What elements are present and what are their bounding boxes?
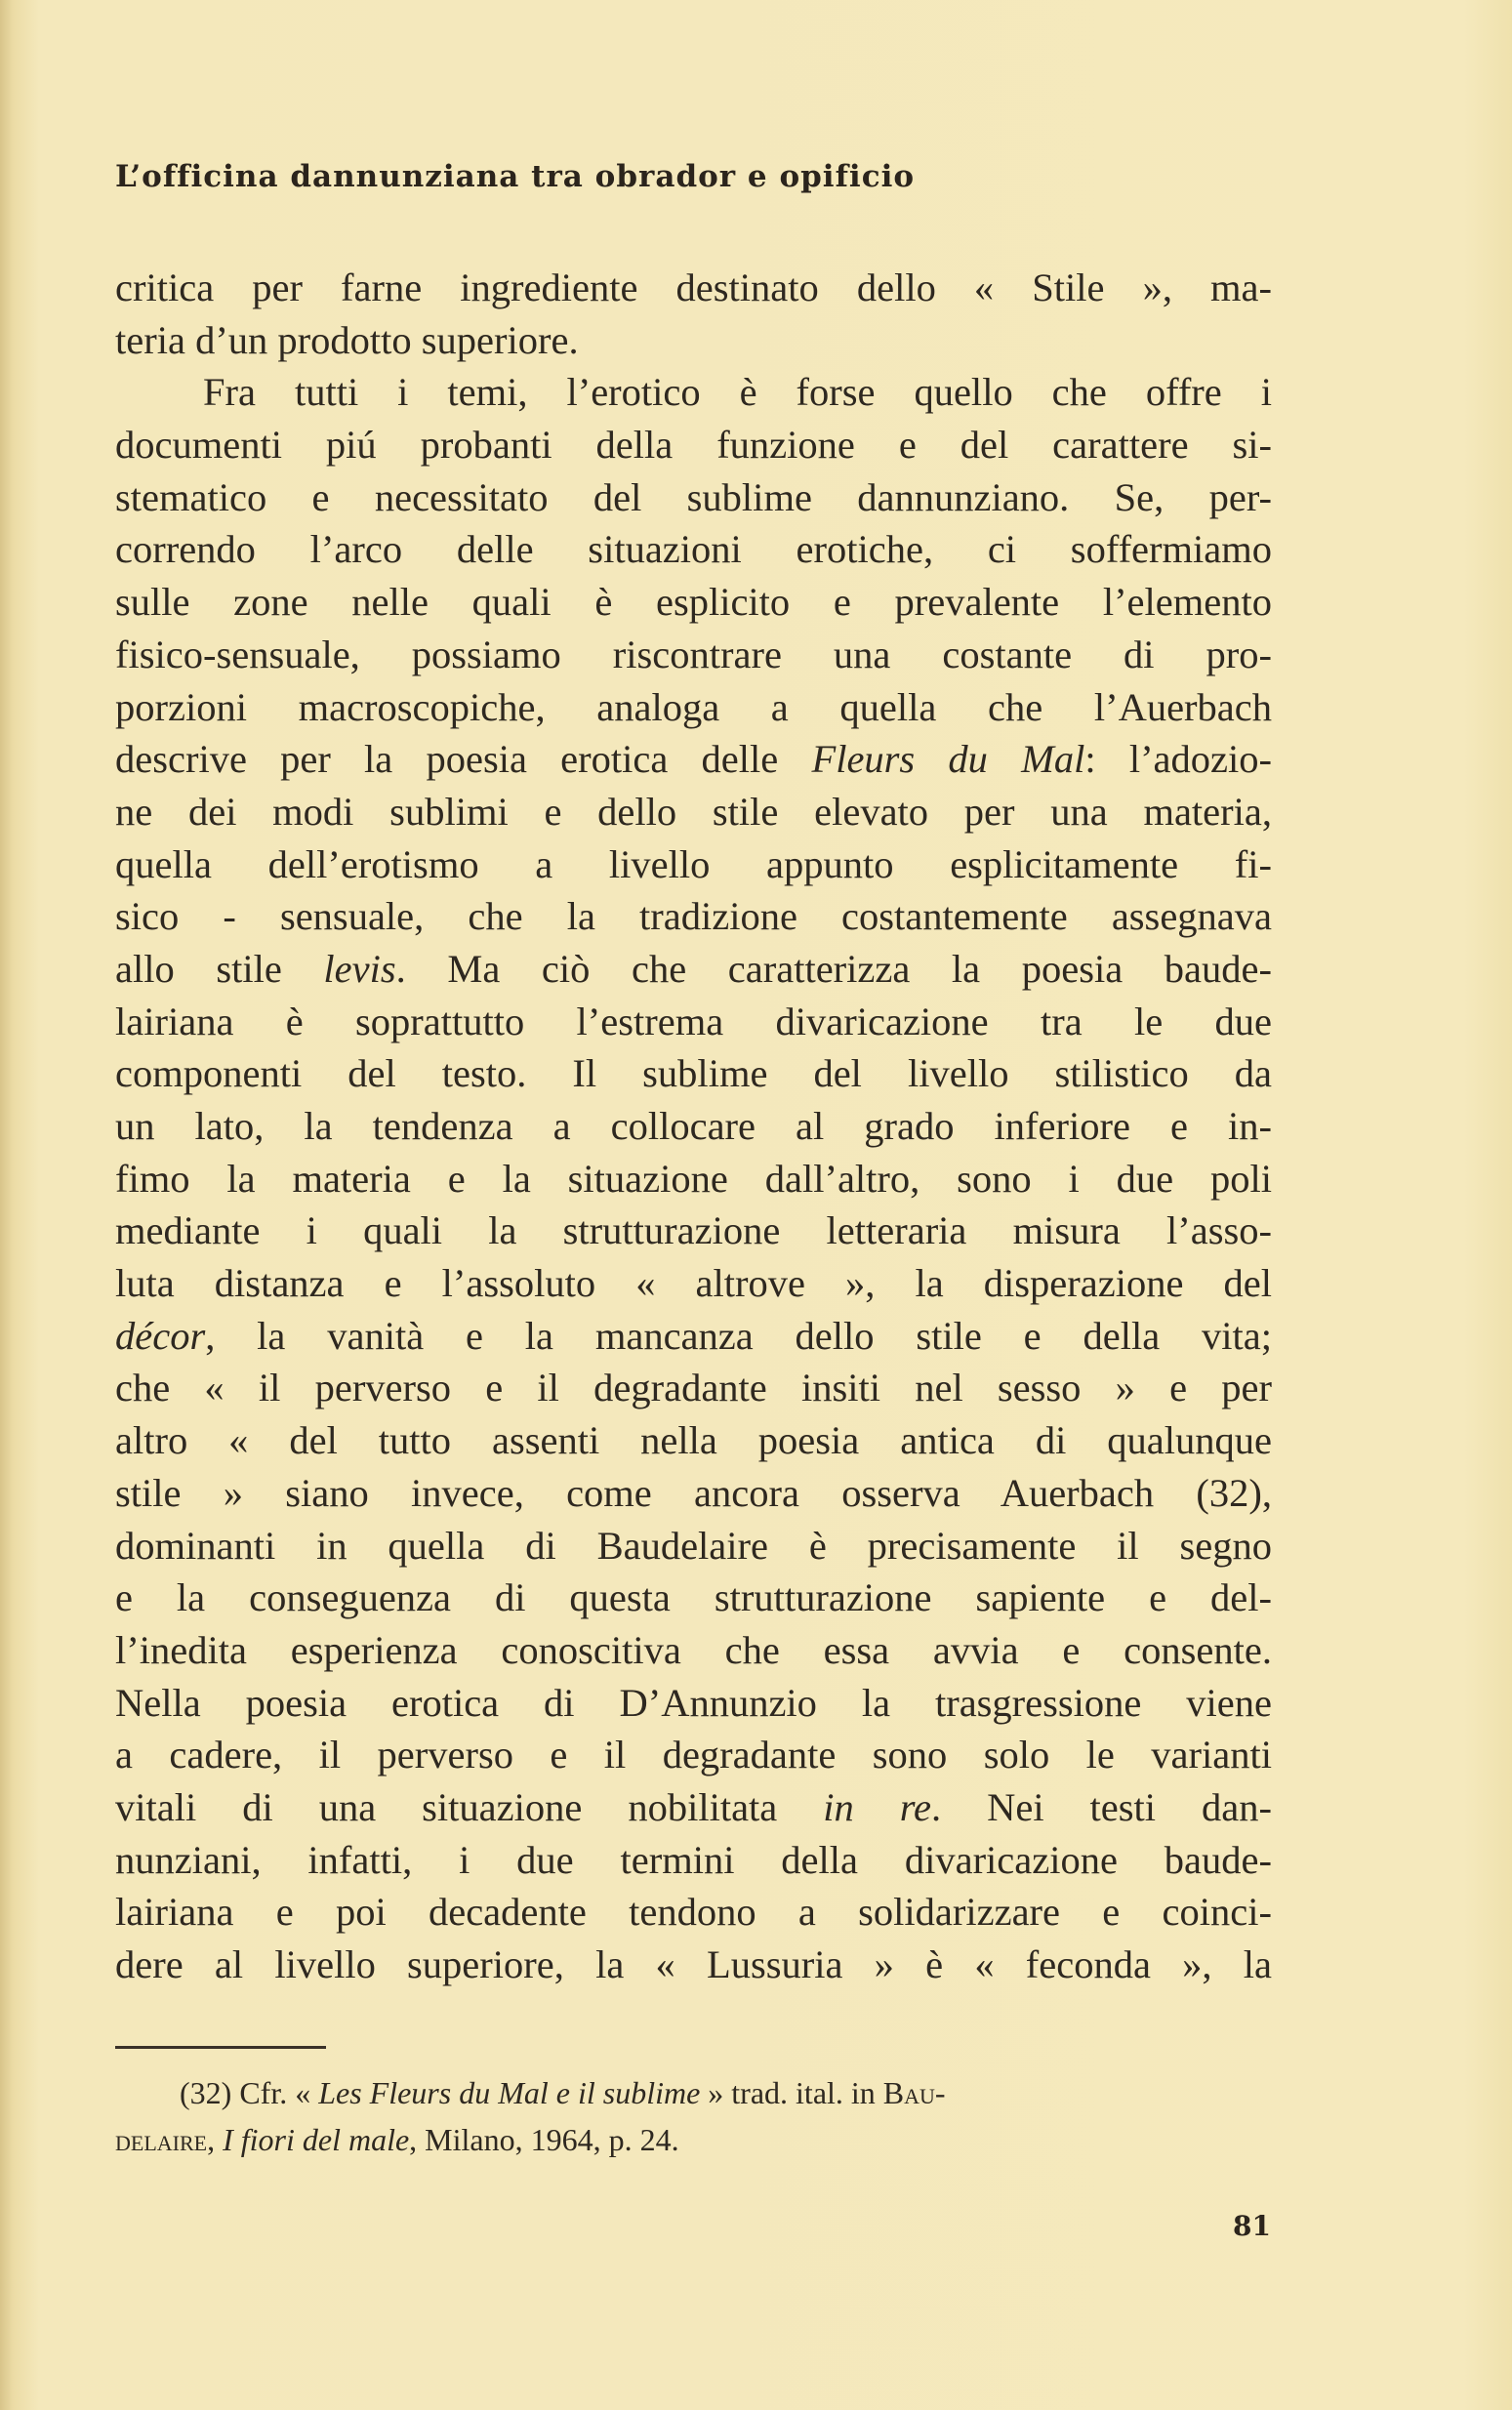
text-line: Nella poesia erotica di D’Annunzio la trasgressione viene <box>115 1680 1272 1725</box>
text-line: nunziani, infatti, i due termini della divaricazione baude- <box>115 1837 1272 1882</box>
footnote-author: delaire <box>115 2122 208 2157</box>
text-line: dere al livello superiore, la « Lussuria » è « feconda », la <box>115 1942 1272 1986</box>
text-line: componenti del testo. Il sublime del livello stilistico da <box>115 1051 1272 1096</box>
text-segment: vitali di una situazione nobilitata <box>115 1784 824 1829</box>
text-line: e la conseguenza di questa strutturazione sapiente e del- <box>115 1575 1272 1620</box>
text-line: fimo la materia e la situazione dall’altro, sono i due poli <box>115 1156 1272 1201</box>
text-line: un lato, la tendenza a collocare al grado inferiore e in- <box>115 1104 1272 1148</box>
text-line: a cadere, il perverso e il degradante sono solo le varianti <box>115 1733 1272 1777</box>
text-segment: allo stile <box>115 946 324 991</box>
text-line <box>115 943 1272 996</box>
text-line: porzioni macroscopiche, analoga a quella che l’Auerbach <box>115 684 1272 729</box>
text-line: critica per farne ingrediente destinato dello « Stile », ma- <box>115 266 1272 309</box>
footnote-line <box>115 2069 1272 2116</box>
footnote-title: Les Fleurs du Mal e il sublime <box>318 2075 701 2110</box>
text-line: sulle zone nelle quali è esplicito e prevalente l’elemento <box>115 580 1272 625</box>
text-segment: . Nei testi dan- <box>931 1784 1272 1829</box>
text-line: dominanti in quella di Baudelaire è precisamente il segno <box>115 1523 1272 1568</box>
text-line: stile » siano invece, come ancora osserva Auerbach (32), <box>115 1470 1272 1515</box>
italic-term: décor <box>115 1313 206 1358</box>
footnote-separator <box>115 2046 326 2049</box>
text-line <box>115 1310 1272 1363</box>
text-line: lairiana è soprattutto l’estrema divaricazione tra le due <box>115 999 1272 1043</box>
text-line: Fra tutti i temi, l’erotico è forse quello che offre i <box>203 370 1272 415</box>
text-segment: , la vanità e la mancanza dello stile e della vita; <box>205 1313 1272 1358</box>
text-line: fisico-sensuale, possiamo riscontrare una costante di pro- <box>115 632 1272 676</box>
text-line: documenti piú probanti della funzione e del carattere si- <box>115 423 1272 468</box>
text-line: sico - sensuale, che la tradizione costantemente assegnava <box>115 894 1272 939</box>
text-line: altro « del tutto assenti nella poesia antica di qualunque <box>115 1418 1272 1463</box>
text-line <box>115 1781 1272 1834</box>
italic-term: levis <box>323 946 396 991</box>
text-line: mediante i quali la strutturazione letteraria misura l’asso- <box>115 1208 1272 1253</box>
page-number: 81 <box>1233 2210 1271 2242</box>
footnote <box>115 2069 1272 2163</box>
text-line: quella dell’erotismo a livello appunto esplicitamente fi- <box>115 841 1272 886</box>
text-line: lairiana e poi decadente tendono a solidarizzare e coinci- <box>115 1890 1272 1935</box>
italic-title: Fleurs du Mal <box>811 737 1085 782</box>
text-segment: descrive per la poesia erotica delle <box>115 737 812 782</box>
text-segment: . Ma ciò che caratterizza la poesia baude- <box>395 946 1272 991</box>
footnote-line <box>115 2116 1272 2163</box>
text-line: ne dei modi sublimi e dello stile elevato per una materia, <box>115 789 1272 834</box>
footnote-text: , Milano, 1964, p. 24. <box>409 2122 679 2157</box>
text-line: che « il perverso e il degradante insiti nel sesso » e per <box>115 1366 1272 1410</box>
body-text <box>115 262 1272 1991</box>
text-line <box>115 733 1272 786</box>
italic-term: in re <box>823 1784 931 1829</box>
running-head: L’officina dannunziana tra obrador e opificio <box>115 159 916 194</box>
text-line: teria d’un prodotto superiore. <box>115 317 579 362</box>
text-segment: : l’adozio- <box>1084 737 1272 782</box>
footnote-text: » trad. ital. in <box>700 2075 883 2110</box>
footnote-title: I fiori del male <box>223 2122 410 2157</box>
footnote-text: (32) Cfr. « <box>180 2075 319 2110</box>
text-line: stematico e necessitato del sublime dannunziano. Se, per- <box>115 474 1272 519</box>
text-line: l’inedita esperienza conoscitiva che essa avvia e consente. <box>115 1627 1272 1672</box>
footnote-author: Bau- <box>882 2075 946 2110</box>
footnote-text: , <box>207 2122 224 2157</box>
text-line: luta distanza e l’assoluto « altrove », la disperazione del <box>115 1261 1272 1306</box>
text-line: correndo l’arco delle situazioni erotiche, ci soffermiamo <box>115 527 1272 572</box>
